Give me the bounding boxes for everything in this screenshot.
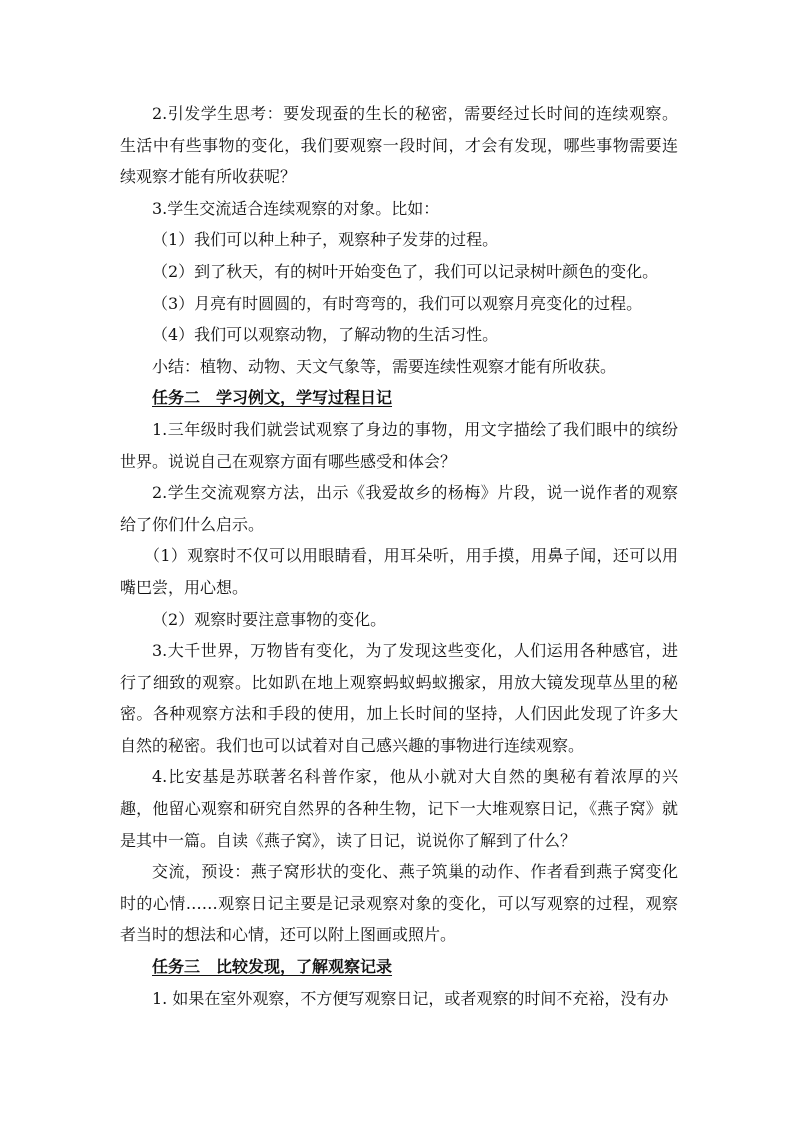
paragraph-methods: 2.学生交流观察方法，出示《我爱故乡的杨梅》片段，说一说作者的观察给了你们什么启示。 <box>120 483 678 534</box>
list-item-senses: （1）观察时不仅可以用眼睛看，用耳朵听，用手摸，用鼻子闻，还可以用嘴巴尝，用心想。 <box>120 546 678 597</box>
list-item-animals: （4）我们可以观察动物，了解动物的生活习性。 <box>152 325 499 345</box>
paragraph-bianki: 4.比安基是苏联著名科普作家，他从小就对大自然的奥秘有着浓厚的兴趣，他留心观察和研究自然界的各种生物，记下一大堆观察日记，《燕子窝》就是其中一篇。自读《燕子窝》，读了日记，说说你了解到了什么？ <box>120 767 678 850</box>
paragraph-grade-three: 1.三年级时我们就尝试观察了身边的事物，用文字描绘了我们眼中的缤纷世界。说说自己在观察方面有哪些感受和体会？ <box>120 419 678 471</box>
list-item-changes: （2）观察时要注意事物的变化。 <box>152 609 387 629</box>
paragraph-discussion: 交流，预设：燕子窝形状的变化、燕子筑巢的动作、作者看到燕子窝变化时的心情……观察日记主要是记录观察对象的变化，可以写观察的过程，观察者当时的想法和心情，还可以附上图画或照片。 <box>120 862 678 945</box>
list-item-moon: （3）月亮有时圆圆的，有时弯弯的，我们可以观察月亮变化的过程。 <box>152 293 643 313</box>
document-page <box>120 98 678 1014</box>
paragraph-think: 2.引发学生思考：要发现蚕的生长的秘密，需要经过长时间的连续观察。生活中有些事物的变化，我们要观察一段时间，才会有发现，哪些事物需要连续观察才能有所收获呢？ <box>120 104 678 187</box>
list-item-leaves: （2）到了秋天，有的树叶开始变色了，我们可以记录树叶颜色的变化。 <box>152 261 659 281</box>
paragraph-world-changes: 3.大千世界，万物皆有变化，为了发现这些变化，人们运用各种感官，进行了细致的观察。比如趴在地上观察蚂蚁蚂蚁搬家，用放大镜发现草丛里的秘密。各种观察方法和手段的使用，加上长时间的坚持，人们因此发现了许多大自然的秘密。我们也可以试着对自己感兴趣的事物进行连续观察。 <box>120 641 678 755</box>
heading-task-two: 任务二 学习例文，学写过程日记 <box>152 388 393 408</box>
list-item-seed: （1）我们可以种上种子，观察种子发芽的过程。 <box>152 230 499 250</box>
heading-task-three: 任务三 比较发现，了解观察记录 <box>152 957 393 977</box>
paragraph-exchange-objects: 3.学生交流适合连续观察的对象。比如： <box>152 198 440 218</box>
paragraph-summary: 小结：植物、动物、天文气象等，需要连续性观察才能有所收获。 <box>152 356 617 376</box>
paragraph-outdoor: 1. 如果在室外观察，不方便写观察日记，或者观察的时间不充裕，没有办 <box>152 988 669 1008</box>
